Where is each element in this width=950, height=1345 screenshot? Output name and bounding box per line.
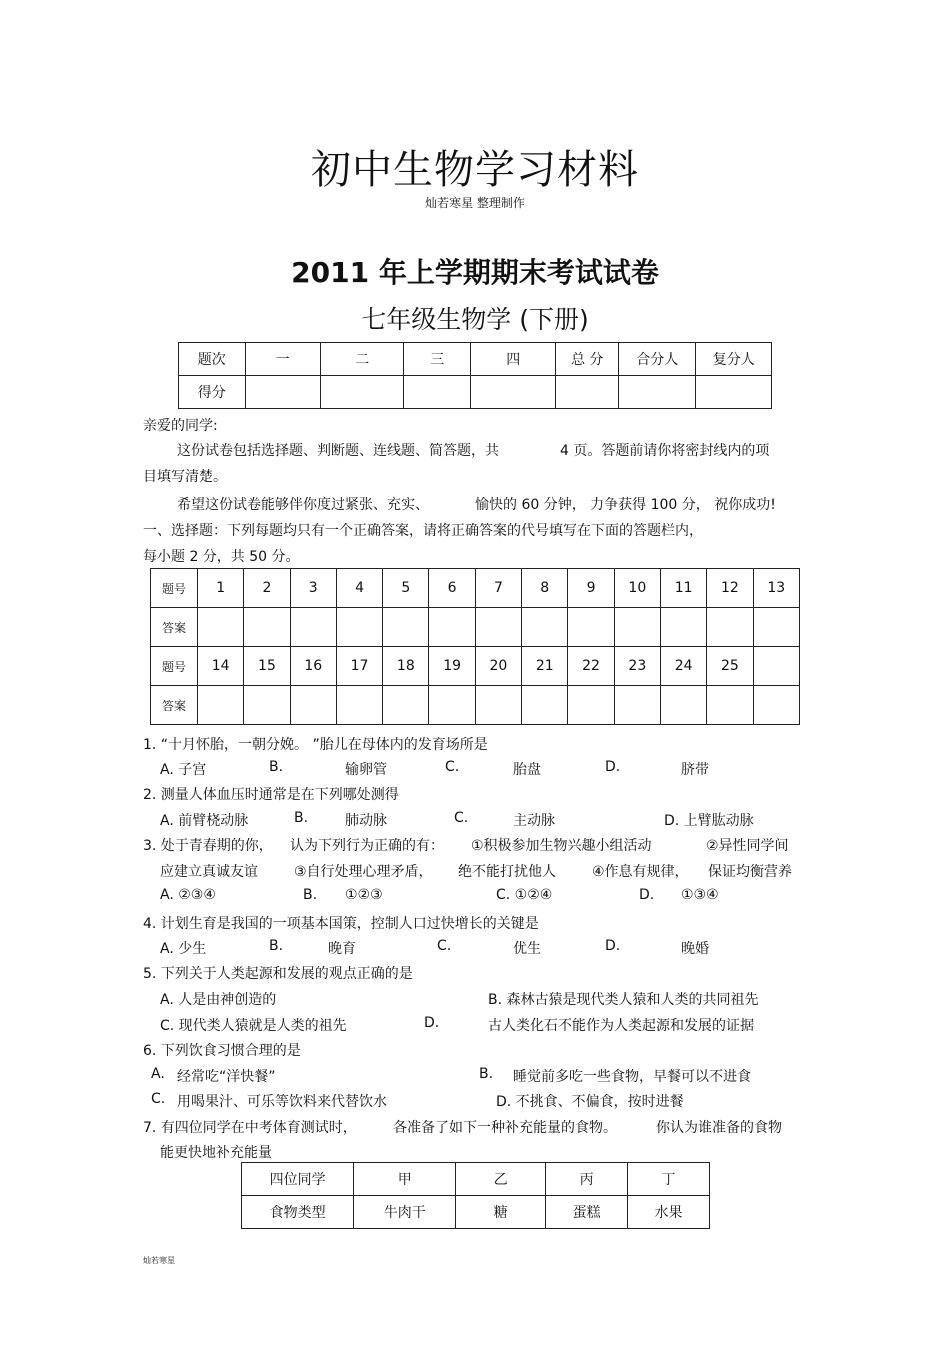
question-stem: 5. 下列关于人类起源和发展的观点正确的是 — [143, 966, 413, 982]
option: C. ①②④ — [496, 887, 553, 903]
option: 输卵管 — [345, 762, 387, 778]
question-stem: 2. 测量人体血压时通常是在下列哪处测得 — [143, 787, 399, 803]
question-stem: 1. “十月怀胎，一朝分娩。 ”胎儿在母体内的发育场所是 — [143, 737, 488, 753]
answer-cell[interactable] — [336, 608, 382, 647]
option: 晚育 — [328, 941, 356, 957]
question-number: 14 — [198, 647, 244, 686]
intro-text: 目填写清楚。 — [143, 469, 227, 485]
option: D. — [639, 887, 655, 903]
option: A. — [151, 1066, 165, 1082]
answer-cell[interactable] — [336, 686, 382, 725]
score-input-cell[interactable] — [619, 376, 696, 409]
question-stem: 4. 计划生育是我国的一项基本国策，控制人口过快增长的关键是 — [143, 916, 539, 932]
question-stem: 你认为谁准备的食物 — [656, 1120, 782, 1136]
intro-text: 愉快的 60 分钟， 力争获得 100 分， 祝你成功! — [475, 497, 776, 513]
answer-cell[interactable] — [568, 686, 614, 725]
score-header-cell: 总 分 — [556, 343, 619, 376]
food-header-cell: 丙 — [546, 1163, 628, 1196]
section-heading: 一、选择题：下列每题均只有一个正确答案，请将正确答案的代号填写在下面的答题栏内， — [143, 523, 703, 539]
answer-table — [150, 568, 800, 725]
question-number: 13 — [753, 569, 799, 608]
score-header-cell: 三 — [404, 343, 471, 376]
question-number: 24 — [660, 647, 706, 686]
question-number: 5 — [383, 569, 429, 608]
option: 优生 — [513, 941, 541, 957]
option: 用喝果汁、可乐等饮料来代替饮水 — [177, 1094, 387, 1110]
option: C. — [437, 938, 452, 954]
exam-subtitle: 七年级生物学 (下册) — [361, 305, 589, 334]
option: A. 少生 — [160, 941, 207, 957]
answer-cell[interactable] — [753, 608, 799, 647]
intro-text: 这份试卷包括选择题、判断题、连线题、简答题，共 — [177, 443, 499, 459]
option: ①③④ — [681, 887, 719, 903]
question-stem: 6. 下列饮食习惯合理的是 — [143, 1043, 301, 1059]
answer-cell[interactable] — [660, 686, 706, 725]
option: A. 前臂桡动脉 — [160, 813, 249, 829]
question-number: 18 — [383, 647, 429, 686]
answer-cell[interactable] — [568, 608, 614, 647]
answer-row-label: 题号 — [151, 647, 198, 686]
answer-cell[interactable] — [707, 608, 753, 647]
answer-cell[interactable] — [660, 608, 706, 647]
score-input-cell[interactable] — [245, 376, 320, 409]
question-stem: ②异性同学间 — [706, 838, 789, 854]
question-number: 15 — [244, 647, 290, 686]
score-input-cell[interactable] — [556, 376, 619, 409]
score-header-cell: 题次 — [179, 343, 246, 376]
question-number: 16 — [290, 647, 336, 686]
food-header-cell: 四位同学 — [242, 1163, 354, 1196]
question-stem: ③自行处理心理矛盾， — [294, 864, 433, 880]
score-table — [178, 342, 772, 409]
question-number: 10 — [614, 569, 660, 608]
question-number: 4 — [336, 569, 382, 608]
food-header-cell: 乙 — [456, 1163, 546, 1196]
score-input-cell[interactable] — [471, 376, 556, 409]
answer-cell[interactable] — [244, 686, 290, 725]
question-stem: 能更快地补充能量 — [160, 1145, 272, 1161]
option: D. — [605, 759, 621, 775]
option: B. — [479, 1066, 494, 1082]
answer-cell[interactable] — [383, 608, 429, 647]
score-header-cell: 合分人 — [619, 343, 696, 376]
question-number: 7 — [475, 569, 521, 608]
option: A. ②③④ — [160, 887, 216, 903]
option: 经常吃“洋快餐” — [177, 1069, 276, 1085]
score-header-cell: 复分人 — [696, 343, 772, 376]
option: 脐带 — [681, 762, 709, 778]
score-input-cell[interactable] — [404, 376, 471, 409]
question-stem: ④作息有规律， — [592, 864, 689, 880]
answer-cell[interactable] — [429, 686, 475, 725]
question-stem: 3. 处于青春期的你， — [143, 838, 273, 854]
score-header-cell: 二 — [321, 343, 404, 376]
food-header-cell: 甲 — [354, 1163, 456, 1196]
option: 肺动脉 — [345, 813, 387, 829]
option: D. 上臂肱动脉 — [664, 813, 754, 829]
option: C. — [454, 810, 469, 826]
option: B. — [269, 759, 284, 775]
question-stem: 7. 有四位同学在中考体育测试时， — [143, 1120, 357, 1136]
greeting: 亲爱的同学: — [143, 418, 218, 434]
intro-text: 4 页。答题前请你将密封线内的项 — [560, 443, 770, 459]
answer-row-label: 题号 — [151, 569, 198, 608]
option: C. — [151, 1091, 166, 1107]
option: B. 森林古猿是现代类人猿和人类的共同祖先 — [488, 992, 759, 1008]
answer-cell[interactable] — [244, 608, 290, 647]
question-number: 21 — [522, 647, 568, 686]
option: B. — [303, 887, 318, 903]
question-number: 8 — [522, 569, 568, 608]
answer-cell[interactable] — [429, 608, 475, 647]
question-stem: 各准备了如下一种补充能量的食物。 — [393, 1120, 617, 1136]
document-title: 初中生物学习材料 — [311, 147, 639, 193]
exam-title: 2011 年上学期期末考试试卷 — [291, 256, 659, 289]
question-number — [753, 647, 799, 686]
option: B. — [269, 938, 284, 954]
question-number: 17 — [336, 647, 382, 686]
question-number: 2 — [244, 569, 290, 608]
question-stem: 绝不能打扰他人 — [458, 864, 556, 880]
food-cell: 食物类型 — [242, 1196, 354, 1229]
question-number: 6 — [429, 569, 475, 608]
answer-cell[interactable] — [522, 608, 568, 647]
option: D. — [605, 938, 621, 954]
answer-cell[interactable] — [614, 686, 660, 725]
document-subtitle: 灿若寒星 整理制作 — [425, 196, 525, 210]
food-cell: 糖 — [456, 1196, 546, 1229]
question-stem: ①积极参加生物兴趣小组活动 — [471, 838, 652, 854]
question-number: 23 — [614, 647, 660, 686]
score-row-label: 得分 — [179, 376, 246, 409]
answer-cell[interactable] — [707, 686, 753, 725]
question-stem: 应建立真诚友谊 — [160, 864, 258, 880]
answer-cell[interactable] — [475, 608, 521, 647]
score-header-cell: 四 — [471, 343, 556, 376]
food-table — [241, 1162, 710, 1229]
answer-row-label: 答案 — [151, 686, 198, 725]
option: D. — [424, 1015, 440, 1031]
question-number: 9 — [568, 569, 614, 608]
answer-row-label: 答案 — [151, 608, 198, 647]
option: 古人类化石不能作为人类起源和发展的证据 — [488, 1018, 754, 1034]
section-heading: 每小题 2 分，共 50 分。 — [143, 549, 300, 565]
food-cell: 蛋糕 — [546, 1196, 628, 1229]
option: 主动脉 — [513, 813, 555, 829]
answer-cell[interactable] — [290, 608, 336, 647]
option: 睡觉前多吃一些食物，早餐可以不进食 — [513, 1069, 751, 1085]
score-input-cell[interactable] — [321, 376, 404, 409]
option: B. — [294, 810, 309, 826]
answer-cell[interactable] — [290, 686, 336, 725]
option: C. — [445, 759, 460, 775]
option: 胎盘 — [513, 762, 541, 778]
answer-cell[interactable] — [475, 686, 521, 725]
intro-text: 希望这份试卷能够伴你度过紧张、充实、 — [177, 497, 429, 513]
answer-cell[interactable] — [753, 686, 799, 725]
question-number: 12 — [707, 569, 753, 608]
question-number: 11 — [660, 569, 706, 608]
question-number: 1 — [198, 569, 244, 608]
option: 晚婚 — [681, 941, 709, 957]
option: D. 不挑食、不偏食，按时进餐 — [496, 1094, 684, 1110]
question-stem: 认为下列行为正确的有： — [290, 838, 444, 854]
score-header-cell: 一 — [245, 343, 320, 376]
score-input-cell[interactable] — [696, 376, 772, 409]
option: ①②③ — [345, 887, 383, 903]
question-number: 19 — [429, 647, 475, 686]
question-stem: 保证均衡营养 — [708, 864, 792, 880]
answer-cell[interactable] — [614, 608, 660, 647]
option: A. 人是由神创造的 — [160, 992, 277, 1008]
answer-cell[interactable] — [198, 608, 244, 647]
option: A. 子宫 — [160, 762, 207, 778]
option: C. 现代类人猿就是人类的祖先 — [160, 1018, 347, 1034]
question-number: 22 — [568, 647, 614, 686]
food-cell: 牛肉干 — [354, 1196, 456, 1229]
question-number: 25 — [707, 647, 753, 686]
question-number: 20 — [475, 647, 521, 686]
food-header-cell: 丁 — [628, 1163, 710, 1196]
page-footer: 灿若寒星 — [143, 1256, 175, 1265]
question-number: 3 — [290, 569, 336, 608]
food-cell: 水果 — [628, 1196, 710, 1229]
answer-cell[interactable] — [198, 686, 244, 725]
answer-cell[interactable] — [383, 686, 429, 725]
answer-cell[interactable] — [522, 686, 568, 725]
